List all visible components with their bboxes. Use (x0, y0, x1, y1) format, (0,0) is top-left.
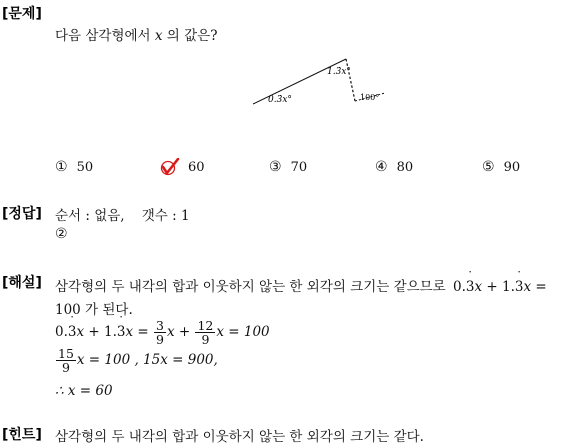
choice-3[interactable]: ③ 70 (269, 159, 308, 175)
answer-value: ② (55, 226, 68, 242)
check-mark-icon (160, 158, 180, 177)
solution-conclusion: ∴ x = 60 (55, 383, 113, 399)
angle-left-label: 0.3̇x° (268, 95, 292, 105)
triangle-side-base (253, 59, 346, 104)
solution-equation-1: 0.3 ˙x + 1.3 ˙x = $\frac{3}{9}$ x + $\frac{12}{9}$ x = 100 (55, 319, 270, 346)
hint-tag: [힌트] (2, 427, 42, 443)
choice-1[interactable]: ① 50 (55, 159, 94, 175)
angle-top-label: 1.3̇x° (327, 67, 351, 77)
choice-4[interactable]: ④ 80 (375, 159, 414, 175)
problem-tag: [문제] (2, 6, 42, 22)
triangle-side-right (346, 59, 355, 101)
choice-2[interactable]: 60 (162, 159, 205, 175)
solution-tag: [해설] (2, 275, 42, 291)
answer-tag: [정답] (2, 206, 42, 222)
triangle-figure (250, 55, 390, 110)
choice-5[interactable]: ⑤ 90 (482, 159, 521, 175)
angle-right-label: 100° (360, 93, 380, 102)
problem-stem: 다음 삼각형에서 x 의 값은? (55, 28, 218, 44)
answer-meta: 순서 : 없음, 갯수 : 1 (55, 208, 190, 224)
solution-equation-2: $\frac{15}{9}$ x = 100 , 15x = 900, (58, 346, 218, 375)
solution-line-2: 100 가 된다. (55, 302, 133, 318)
solution-inline-equation: 0.3 ˙x + 1.3 ˙x = (453, 279, 547, 295)
solution-line-1: 삼각형의 두 내각의 합과 이웃하지 않는 한 외각의 크기는 같으므로 0.3 ˙x + 1.3 ˙x = (55, 275, 547, 295)
hint-text: 삼각형의 두 내각의 합과 이웃하지 않는 한 외각의 크기는 같다. (55, 429, 424, 445)
